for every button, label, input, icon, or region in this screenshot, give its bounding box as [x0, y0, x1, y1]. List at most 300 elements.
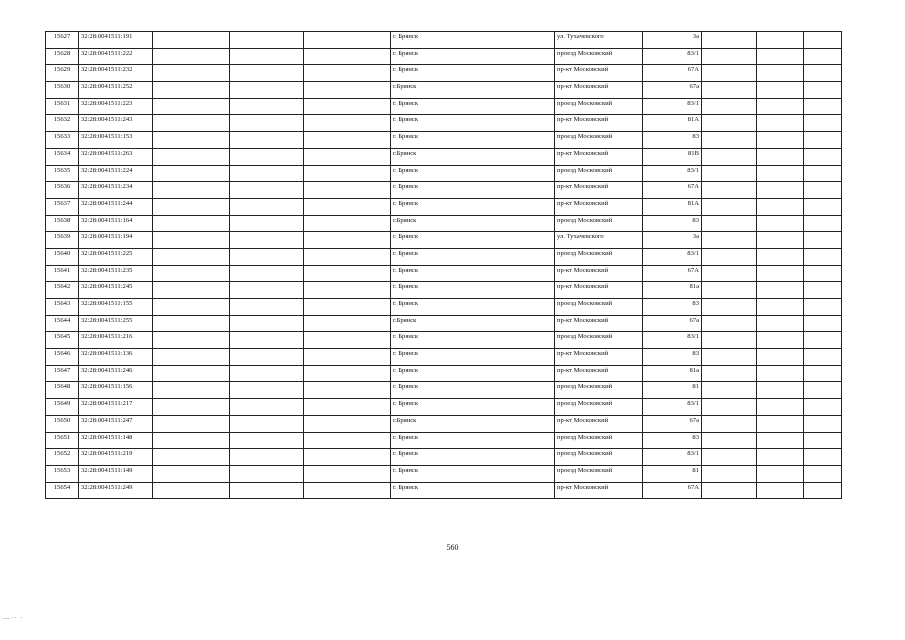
city-cell: г. Брянск	[391, 432, 555, 449]
city-cell: г. Брянск	[391, 48, 555, 65]
empty-cell	[702, 48, 757, 65]
empty-cell	[804, 115, 842, 132]
record-number-cell: 15642	[46, 282, 79, 299]
empty-cell	[702, 215, 757, 232]
cadastral-number-cell: 32:28:0041511:225	[79, 248, 153, 265]
record-number-cell: 15638	[46, 215, 79, 232]
cadastral-number-cell: 32:28:0041511:255	[79, 315, 153, 332]
street-cell: проезд Московский	[555, 248, 643, 265]
record-number-cell: 15639	[46, 232, 79, 249]
house-number-cell: 83	[643, 299, 702, 316]
street-cell: пр-кт Московский	[555, 482, 643, 499]
record-number-cell: 15631	[46, 98, 79, 115]
record-number-cell: 15651	[46, 432, 79, 449]
empty-cell	[757, 215, 804, 232]
empty-cell	[153, 415, 230, 432]
street-cell: пр-кт Московский	[555, 315, 643, 332]
empty-cell	[153, 98, 230, 115]
house-number-cell: 67А	[643, 182, 702, 199]
cadastral-number-cell: 32:28:0041511:234	[79, 182, 153, 199]
empty-cell	[304, 232, 391, 249]
empty-cell	[804, 299, 842, 316]
city-cell: г. Брянск	[391, 182, 555, 199]
empty-cell	[304, 115, 391, 132]
empty-cell	[804, 215, 842, 232]
record-number-cell: 15649	[46, 399, 79, 416]
table-row	[46, 365, 842, 382]
empty-cell	[804, 182, 842, 199]
empty-cell	[757, 315, 804, 332]
empty-cell	[804, 232, 842, 249]
empty-cell	[757, 165, 804, 182]
empty-cell	[757, 465, 804, 482]
empty-cell	[230, 299, 304, 316]
cadastral-number-cell: 32:28:0041511:149	[79, 465, 153, 482]
cadastral-number-cell: 32:28:0041511:136	[79, 349, 153, 366]
record-number-cell: 15637	[46, 198, 79, 215]
table-row	[46, 48, 842, 65]
empty-cell	[230, 332, 304, 349]
street-cell: пр-кт Московский	[555, 265, 643, 282]
table-row	[46, 232, 842, 249]
empty-cell	[230, 132, 304, 149]
empty-cell	[804, 198, 842, 215]
record-number-cell: 15627	[46, 32, 79, 49]
empty-cell	[230, 365, 304, 382]
empty-cell	[702, 232, 757, 249]
record-number-cell: 15634	[46, 148, 79, 165]
cadastral-number-cell: 32:28:0041511:153	[79, 132, 153, 149]
house-number-cell: 83/1	[643, 98, 702, 115]
street-cell: проезд Московский	[555, 48, 643, 65]
empty-cell	[804, 282, 842, 299]
table-row	[46, 98, 842, 115]
empty-cell	[757, 248, 804, 265]
table-row	[46, 165, 842, 182]
record-number-cell: 15654	[46, 482, 79, 499]
empty-cell	[702, 198, 757, 215]
empty-cell	[153, 248, 230, 265]
house-number-cell: 81А	[643, 198, 702, 215]
record-number-cell: 15643	[46, 299, 79, 316]
empty-cell	[757, 282, 804, 299]
cadastral-number-cell: 32:28:0041511:148	[79, 432, 153, 449]
empty-cell	[702, 315, 757, 332]
empty-cell	[702, 432, 757, 449]
house-number-cell: 81А	[643, 115, 702, 132]
empty-cell	[804, 32, 842, 49]
empty-cell	[804, 265, 842, 282]
street-cell: пр-кт Московский	[555, 198, 643, 215]
empty-cell	[702, 349, 757, 366]
empty-cell	[804, 132, 842, 149]
city-cell: г. Брянск	[391, 382, 555, 399]
empty-cell	[230, 465, 304, 482]
city-cell: г. Брянск	[391, 98, 555, 115]
empty-cell	[230, 98, 304, 115]
empty-cell	[804, 82, 842, 99]
empty-cell	[804, 248, 842, 265]
city-cell: г. Брянск	[391, 449, 555, 466]
table-row	[46, 382, 842, 399]
record-number-cell: 15628	[46, 48, 79, 65]
street-cell: пр-кт Московский	[555, 148, 643, 165]
house-number-cell: 81	[643, 382, 702, 399]
cadastral-number-cell: 32:28:0041511:223	[79, 98, 153, 115]
empty-cell	[153, 332, 230, 349]
city-cell: г. Брянск	[391, 165, 555, 182]
empty-cell	[757, 148, 804, 165]
city-cell: г. Брянск	[391, 232, 555, 249]
empty-cell	[757, 365, 804, 382]
empty-cell	[304, 148, 391, 165]
empty-cell	[702, 265, 757, 282]
city-cell: г. Брянск	[391, 132, 555, 149]
empty-cell	[230, 315, 304, 332]
empty-cell	[230, 432, 304, 449]
city-cell: г. Брянск	[391, 482, 555, 499]
cadastral-number-cell: 32:28:0041511:191	[79, 32, 153, 49]
empty-cell	[304, 198, 391, 215]
house-number-cell: 83/1	[643, 399, 702, 416]
empty-cell	[153, 265, 230, 282]
registry-body	[46, 32, 842, 499]
city-cell: г. Брянск	[391, 248, 555, 265]
empty-cell	[804, 332, 842, 349]
record-number-cell: 15652	[46, 449, 79, 466]
empty-cell	[230, 182, 304, 199]
street-cell: проезд Московский	[555, 432, 643, 449]
cadastral-number-cell: 32:28:0041511:243	[79, 115, 153, 132]
house-number-cell: 67а	[643, 415, 702, 432]
cadastral-number-cell: 32:28:0041511:252	[79, 82, 153, 99]
empty-cell	[804, 98, 842, 115]
cadastral-number-cell: 32:28:0041511:216	[79, 332, 153, 349]
city-cell: г. Брянск	[391, 115, 555, 132]
street-cell: проезд Московский	[555, 449, 643, 466]
empty-cell	[304, 98, 391, 115]
empty-cell	[304, 449, 391, 466]
empty-cell	[230, 349, 304, 366]
empty-cell	[702, 248, 757, 265]
house-number-cell: 67А	[643, 65, 702, 82]
table-row	[46, 248, 842, 265]
record-number-cell: 15629	[46, 65, 79, 82]
empty-cell	[702, 365, 757, 382]
cadastral-number-cell: 32:28:0041511:249	[79, 482, 153, 499]
record-number-cell: 15641	[46, 265, 79, 282]
empty-cell	[804, 148, 842, 165]
empty-cell	[230, 399, 304, 416]
empty-cell	[804, 482, 842, 499]
table-row	[46, 82, 842, 99]
empty-cell	[702, 399, 757, 416]
cadastral-number-cell: 32:28:0041511:246	[79, 365, 153, 382]
empty-cell	[304, 365, 391, 382]
empty-cell	[230, 449, 304, 466]
record-number-cell: 15646	[46, 349, 79, 366]
empty-cell	[304, 65, 391, 82]
street-cell: пр-кт Московский	[555, 65, 643, 82]
cadastral-number-cell: 32:28:0041511:194	[79, 232, 153, 249]
empty-cell	[702, 98, 757, 115]
empty-cell	[804, 399, 842, 416]
record-number-cell: 15650	[46, 415, 79, 432]
empty-cell	[702, 165, 757, 182]
street-cell: проезд Московский	[555, 332, 643, 349]
empty-cell	[757, 82, 804, 99]
street-cell: пр-кт Московский	[555, 349, 643, 366]
table-row	[46, 465, 842, 482]
table-row	[46, 299, 842, 316]
empty-cell	[304, 399, 391, 416]
cadastral-number-cell: 32:28:0041511:219	[79, 449, 153, 466]
empty-cell	[757, 115, 804, 132]
cadastral-number-cell: 32:28:0041511:263	[79, 148, 153, 165]
empty-cell	[230, 382, 304, 399]
house-number-cell: 83	[643, 432, 702, 449]
empty-cell	[757, 432, 804, 449]
empty-cell	[230, 65, 304, 82]
street-cell: ул. Тухачевского	[555, 232, 643, 249]
house-number-cell: 67а	[643, 82, 702, 99]
table-row	[46, 265, 842, 282]
empty-cell	[702, 449, 757, 466]
empty-cell	[153, 315, 230, 332]
empty-cell	[702, 32, 757, 49]
street-cell: пр-кт Московский	[555, 182, 643, 199]
city-cell: г. Брянск	[391, 332, 555, 349]
house-number-cell: 83/1	[643, 449, 702, 466]
empty-cell	[702, 299, 757, 316]
empty-cell	[153, 48, 230, 65]
record-number-cell: 15636	[46, 182, 79, 199]
house-number-cell: 3а	[643, 32, 702, 49]
house-number-cell: 67А	[643, 482, 702, 499]
empty-cell	[804, 432, 842, 449]
street-cell: проезд Московский	[555, 399, 643, 416]
street-cell: проезд Московский	[555, 382, 643, 399]
street-cell: пр-кт Московский	[555, 82, 643, 99]
record-number-cell: 15633	[46, 132, 79, 149]
empty-cell	[304, 282, 391, 299]
house-number-cell: 83/1	[643, 332, 702, 349]
empty-cell	[304, 382, 391, 399]
empty-cell	[153, 65, 230, 82]
street-cell: проезд Московский	[555, 132, 643, 149]
empty-cell	[153, 432, 230, 449]
table-row	[46, 32, 842, 49]
empty-cell	[757, 182, 804, 199]
empty-cell	[304, 299, 391, 316]
empty-cell	[804, 315, 842, 332]
empty-cell	[702, 415, 757, 432]
record-number-cell: 15653	[46, 465, 79, 482]
city-cell: г. Брянск	[391, 349, 555, 366]
empty-cell	[153, 365, 230, 382]
street-cell: проезд Московский	[555, 465, 643, 482]
street-cell: проезд Московский	[555, 165, 643, 182]
record-number-cell: 15635	[46, 165, 79, 182]
cadastral-number-cell: 32:28:0041511:245	[79, 282, 153, 299]
city-cell: г.Брянск	[391, 82, 555, 99]
empty-cell	[153, 399, 230, 416]
empty-cell	[304, 32, 391, 49]
empty-cell	[757, 382, 804, 399]
street-cell: проезд Московский	[555, 299, 643, 316]
table-row	[46, 449, 842, 466]
empty-cell	[230, 282, 304, 299]
empty-cell	[230, 415, 304, 432]
empty-cell	[153, 299, 230, 316]
table-row	[46, 115, 842, 132]
empty-cell	[804, 65, 842, 82]
record-number-cell: 15648	[46, 382, 79, 399]
house-number-cell: 81а	[643, 365, 702, 382]
empty-cell	[804, 365, 842, 382]
empty-cell	[702, 282, 757, 299]
empty-cell	[757, 48, 804, 65]
city-cell: г. Брянск	[391, 399, 555, 416]
cadastral-number-cell: 32:28:0041511:155	[79, 299, 153, 316]
empty-cell	[304, 265, 391, 282]
empty-cell	[804, 349, 842, 366]
empty-cell	[304, 165, 391, 182]
empty-cell	[304, 248, 391, 265]
street-cell: пр-кт Московский	[555, 282, 643, 299]
empty-cell	[757, 299, 804, 316]
empty-cell	[804, 449, 842, 466]
empty-cell	[702, 332, 757, 349]
empty-cell	[702, 482, 757, 499]
empty-cell	[304, 132, 391, 149]
empty-cell	[702, 182, 757, 199]
street-cell: пр-кт Московский	[555, 365, 643, 382]
empty-cell	[804, 415, 842, 432]
house-number-cell: 81	[643, 465, 702, 482]
empty-cell	[757, 232, 804, 249]
empty-cell	[304, 432, 391, 449]
page-number: 560	[446, 543, 459, 552]
empty-cell	[757, 399, 804, 416]
table-row	[46, 415, 842, 432]
street-cell: проезд Московский	[555, 98, 643, 115]
city-cell: г. Брянск	[391, 198, 555, 215]
record-number-cell: 15645	[46, 332, 79, 349]
city-cell: г.Брянск	[391, 415, 555, 432]
empty-cell	[230, 265, 304, 282]
empty-cell	[153, 349, 230, 366]
cadastral-number-cell: 32:28:0041511:224	[79, 165, 153, 182]
empty-cell	[304, 349, 391, 366]
empty-cell	[702, 82, 757, 99]
empty-cell	[757, 32, 804, 49]
city-cell: г. Брянск	[391, 265, 555, 282]
empty-cell	[153, 148, 230, 165]
empty-cell	[304, 315, 391, 332]
empty-cell	[230, 232, 304, 249]
empty-cell	[757, 415, 804, 432]
empty-cell	[304, 482, 391, 499]
table-row	[46, 132, 842, 149]
empty-cell	[702, 382, 757, 399]
empty-cell	[304, 182, 391, 199]
empty-cell	[230, 48, 304, 65]
registry-table	[45, 31, 842, 499]
empty-cell	[757, 349, 804, 366]
empty-cell	[153, 465, 230, 482]
house-number-cell: 83/1	[643, 248, 702, 265]
empty-cell	[153, 198, 230, 215]
empty-cell	[230, 482, 304, 499]
empty-cell	[153, 115, 230, 132]
city-cell: г.Брянск	[391, 215, 555, 232]
empty-cell	[304, 48, 391, 65]
table-row	[46, 215, 842, 232]
empty-cell	[804, 165, 842, 182]
empty-cell	[757, 482, 804, 499]
scan-artifact: —·· ·	[3, 614, 24, 622]
empty-cell	[702, 465, 757, 482]
cadastral-number-cell: 32:28:0041511:244	[79, 198, 153, 215]
empty-cell	[153, 165, 230, 182]
table-row	[46, 399, 842, 416]
empty-cell	[230, 165, 304, 182]
empty-cell	[757, 98, 804, 115]
empty-cell	[757, 198, 804, 215]
empty-cell	[153, 449, 230, 466]
empty-cell	[230, 32, 304, 49]
record-number-cell: 15630	[46, 82, 79, 99]
table-row	[46, 315, 842, 332]
house-number-cell: 83/1	[643, 165, 702, 182]
empty-cell	[304, 465, 391, 482]
cadastral-number-cell: 32:28:0041511:247	[79, 415, 153, 432]
empty-cell	[757, 332, 804, 349]
house-number-cell: 81а	[643, 282, 702, 299]
empty-cell	[304, 332, 391, 349]
empty-cell	[153, 132, 230, 149]
house-number-cell: 3а	[643, 232, 702, 249]
empty-cell	[153, 32, 230, 49]
empty-cell	[304, 415, 391, 432]
house-number-cell: 83	[643, 132, 702, 149]
empty-cell	[230, 248, 304, 265]
empty-cell	[702, 132, 757, 149]
house-number-cell: 81В	[643, 148, 702, 165]
empty-cell	[230, 148, 304, 165]
table-row	[46, 148, 842, 165]
record-number-cell: 15640	[46, 248, 79, 265]
empty-cell	[153, 382, 230, 399]
empty-cell	[153, 232, 230, 249]
empty-cell	[757, 449, 804, 466]
house-number-cell: 83	[643, 349, 702, 366]
street-cell: пр-кт Московский	[555, 415, 643, 432]
empty-cell	[304, 215, 391, 232]
empty-cell	[804, 382, 842, 399]
table-row	[46, 198, 842, 215]
empty-cell	[757, 132, 804, 149]
table-row	[46, 349, 842, 366]
city-cell: г. Брянск	[391, 299, 555, 316]
empty-cell	[804, 465, 842, 482]
empty-cell	[757, 65, 804, 82]
street-cell: проезд Московский	[555, 215, 643, 232]
street-cell: пр-кт Московский	[555, 115, 643, 132]
table-row	[46, 332, 842, 349]
cadastral-number-cell: 32:28:0041511:164	[79, 215, 153, 232]
